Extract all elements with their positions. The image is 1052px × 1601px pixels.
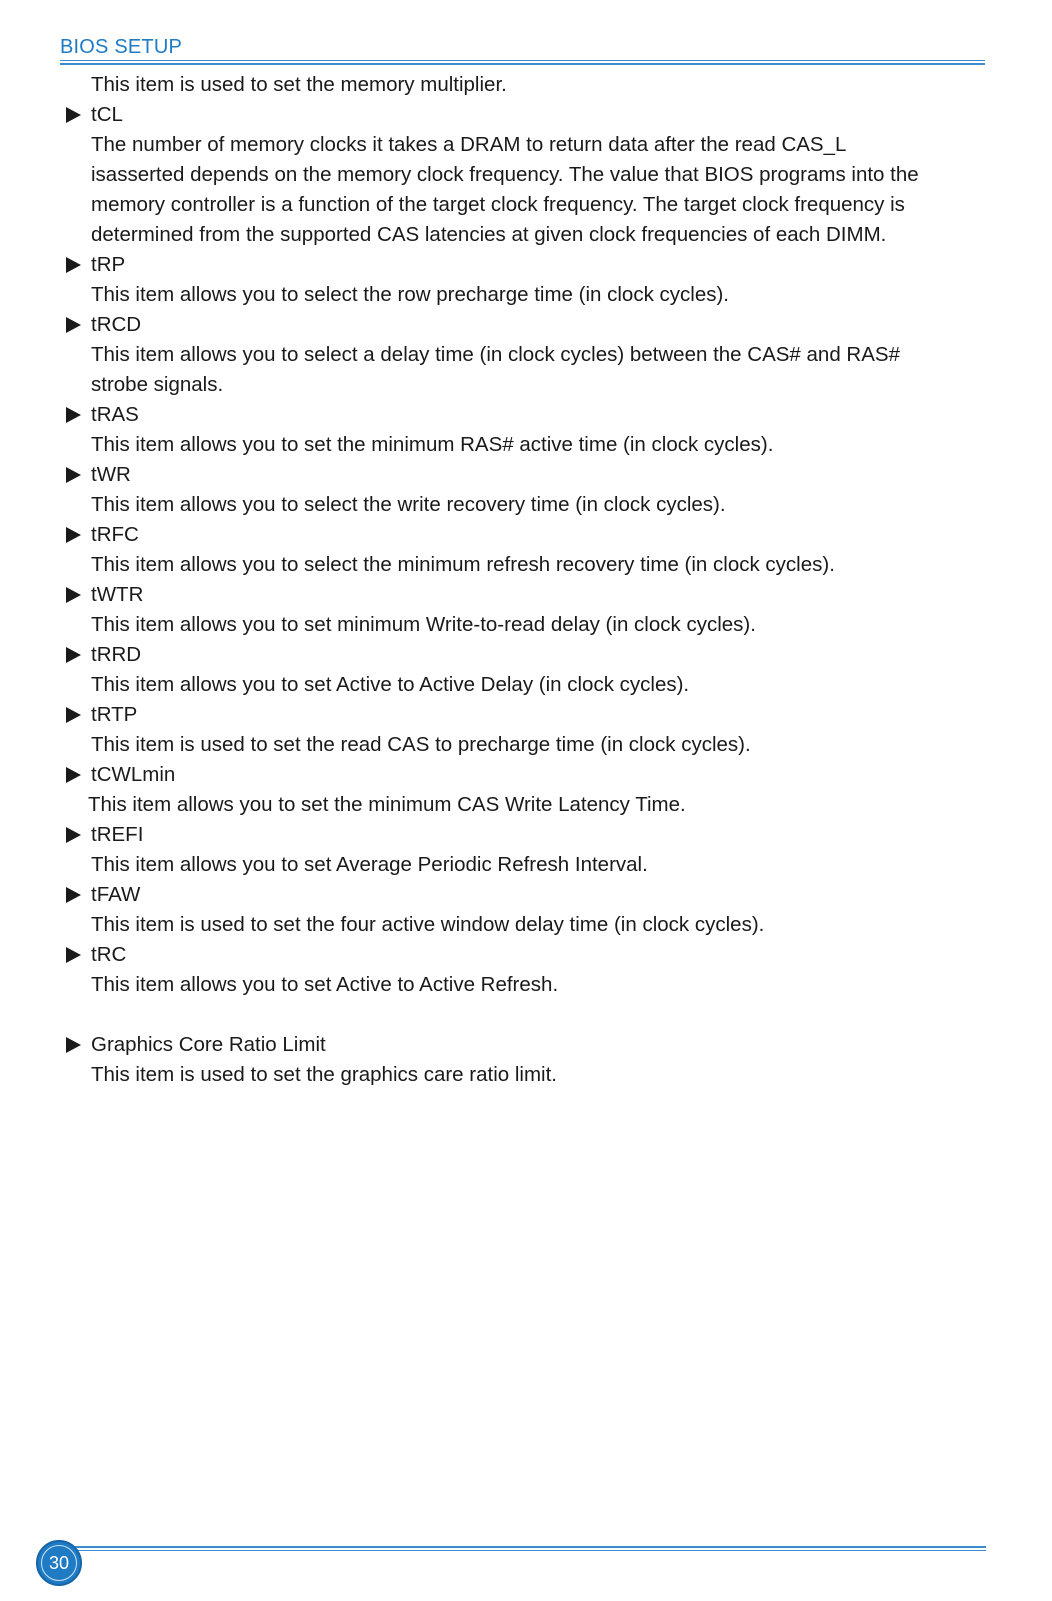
item-tras — [64, 400, 984, 460]
item-title: tRCD — [91, 313, 142, 336]
footer-rule-thick — [60, 1546, 986, 1548]
arrow-icon — [66, 107, 81, 123]
item-description-line: This item allows you to set the minimum CAS Write Latency Time. — [88, 793, 686, 816]
item-title: Graphics Core Ratio Limit — [91, 1033, 326, 1056]
item-twtr — [64, 580, 984, 640]
intro-text: This item is used to set the memory multiplier. — [91, 73, 507, 96]
item-graphics-core-ratio-limit — [64, 1030, 984, 1090]
section-title: BIOS SETUP — [60, 36, 183, 58]
item-description-line: This item is used to set the four active window delay time (in clock cycles). — [91, 913, 765, 936]
item-description-line: This item allows you to select the write recovery time (in clock cycles). — [91, 493, 726, 516]
arrow-icon — [66, 407, 81, 423]
arrow-icon — [66, 587, 81, 603]
item-tcwlmin — [64, 760, 984, 820]
item-description-line: This item is used to set the graphics care ratio limit. — [91, 1063, 557, 1086]
item-description-line: This item allows you to set Average Periodic Refresh Interval. — [91, 853, 648, 876]
item-description-line: This item allows you to select a delay time (in clock cycles) between the CAS# and RAS# — [91, 343, 900, 366]
page-footer — [36, 1536, 986, 1586]
item-title: tCL — [91, 103, 123, 126]
item-title: tRAS — [91, 403, 139, 426]
item-trp — [64, 250, 984, 310]
item-trrd — [64, 640, 984, 700]
spacer — [64, 1000, 984, 1030]
item-description-line: determined from the supported CAS latencies at given clock frequencies of each DIMM. — [91, 223, 887, 246]
arrow-icon — [66, 467, 81, 483]
item-trc — [64, 940, 984, 1000]
item-tcl — [64, 100, 984, 250]
item-description-line: This item allows you to select the minimum refresh recovery time (in clock cycles). — [91, 553, 835, 576]
item-description-line: This item is used to set the read CAS to precharge time (in clock cycles). — [91, 733, 751, 756]
item-description-line: This item allows you to set the minimum RAS# active time (in clock cycles). — [91, 433, 774, 456]
item-description-line: This item allows you to set Active to Active Refresh. — [91, 973, 559, 996]
item-title: tWR — [91, 463, 131, 486]
arrow-icon — [66, 647, 81, 663]
item-trfc — [64, 520, 984, 580]
footer-rule — [60, 1550, 986, 1551]
item-description-line: memory controller is a function of the target clock frequency. The target clock frequency is — [91, 193, 905, 216]
item-title: tRP — [91, 253, 126, 276]
item-trtp — [64, 700, 984, 760]
arrow-icon — [66, 707, 81, 723]
item-description-line: This item allows you to select the row precharge time (in clock cycles). — [91, 283, 730, 306]
arrow-icon — [66, 1037, 81, 1053]
item-title: tRRD — [91, 643, 142, 666]
item-tfaw — [64, 880, 984, 940]
item-title: tWTR — [91, 583, 144, 606]
page-number-badge — [36, 1540, 82, 1586]
item-twr — [64, 460, 984, 520]
item-title: tFAW — [91, 883, 141, 906]
header-rule — [60, 60, 985, 61]
item-description-line: This item allows you to set minimum Write-to-read delay (in clock cycles). — [91, 613, 756, 636]
item-description-line: This item allows you to set Active to Active Delay (in clock cycles). — [91, 673, 690, 696]
arrow-icon — [66, 527, 81, 543]
item-description-line: The number of memory clocks it takes a DRAM to return data after the read CAS_L — [91, 133, 847, 156]
item-title: tRFC — [91, 523, 139, 546]
item-title: tREFI — [91, 823, 144, 846]
item-trefi — [64, 820, 984, 880]
arrow-icon — [66, 827, 81, 843]
header-rule-thick — [60, 63, 985, 65]
page-content — [64, 70, 984, 1090]
item-description-line: strobe signals. — [91, 373, 224, 396]
arrow-icon — [66, 767, 81, 783]
arrow-icon — [66, 257, 81, 273]
arrow-icon — [66, 317, 81, 333]
page-number: 30 — [41, 1545, 77, 1581]
item-title: tRC — [91, 943, 127, 966]
page-header — [60, 36, 985, 64]
item-description-line: isasserted depends on the memory clock frequency. The value that BIOS programs into the — [91, 163, 919, 186]
arrow-icon — [66, 887, 81, 903]
item-title: tRTP — [91, 703, 138, 726]
arrow-icon — [66, 947, 81, 963]
item-title: tCWLmin — [91, 763, 176, 786]
item-trcd — [64, 310, 984, 400]
